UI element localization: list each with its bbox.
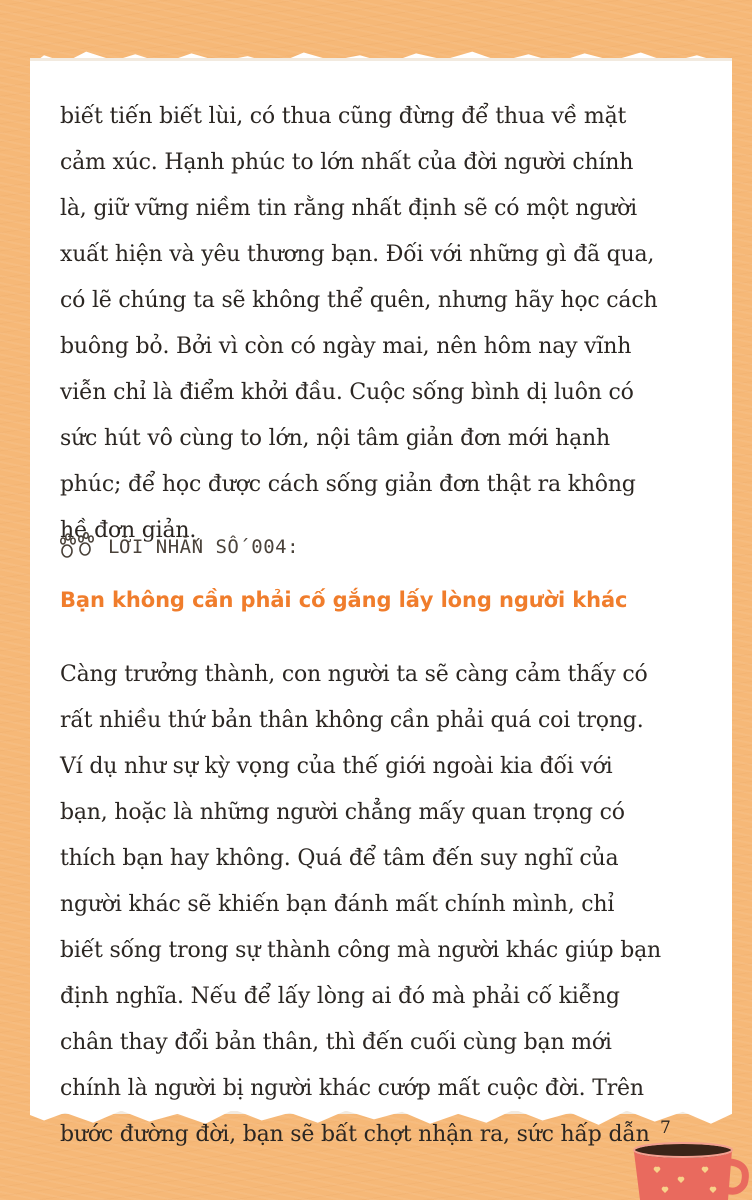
note-label: [58, 532, 299, 562]
paragraph-2: [60, 652, 696, 1158]
text-line: chân thay đổi bản thân, thì đến cuối cùng bạn mới: [60, 1030, 612, 1055]
text-line: buông bỏ. Bởi vì còn có ngày mai, nên hôm nay vĩnh: [60, 334, 632, 359]
text-line: thích bạn hay không. Quá để tâm đến suy nghĩ của: [60, 846, 619, 871]
text-line: Ví dụ như sự kỳ vọng của thế giới ngoài kia đối với: [60, 754, 613, 779]
page-number: 7: [660, 1118, 671, 1138]
text-line: rất nhiều thứ bản thân không cần phải quá coi trọng.: [60, 708, 644, 733]
text-line: hề đơn giản.: [60, 518, 197, 543]
paragraph-1: [60, 94, 696, 554]
coffee-mug-illustration: [620, 1140, 752, 1200]
text-line: bước đường đời, bạn sẽ bất chợt nhận ra, sức hấp dẫn: [60, 1122, 650, 1147]
text-line: người khác sẽ khiến bạn đánh mất chính mình, chỉ: [60, 892, 615, 917]
text-line: biết sống trong sự thành công mà người khác giúp bạn: [60, 938, 661, 963]
text-line: Càng trưởng thành, con người ta sẽ càng cảm thấy có: [60, 662, 648, 687]
text-line: bạn, hoặc là những người chẳng mấy quan trọng có: [60, 800, 625, 825]
text-line: chính là người bị người khác cướp mất cuộc đời. Trên: [60, 1076, 644, 1101]
note-label-text: LỜI NHẮN SỐ 004:: [108, 536, 300, 558]
text-line: có lẽ chúng ta sẽ không thể quên, nhưng hãy học cách: [60, 288, 658, 313]
text-line: viễn chỉ là điểm khởi đầu. Cuộc sống bình dị luôn có: [60, 380, 634, 405]
text-line: là, giữ vững niềm tin rằng nhất định sẽ có một người: [60, 196, 637, 221]
text-line: sức hút vô cùng to lớn, nội tâm giản đơn mới hạnh: [60, 426, 610, 451]
text-line: định nghĩa. Nếu để lấy lòng ai đó mà phải cố kiễng: [60, 984, 620, 1009]
text-line: biết tiến biết lùi, có thua cũng đừng để thua về mặt: [60, 104, 627, 129]
paw-print-icon: [58, 532, 96, 562]
text-line: cảm xúc. Hạnh phúc to lớn nhất của đời người chính: [60, 150, 634, 175]
section-heading: Bạn không cần phải cố gắng lấy lòng người khác: [60, 588, 628, 612]
text-line: xuất hiện và yêu thương bạn. Đối với những gì đã qua,: [60, 242, 655, 267]
text-line: phúc; để học được cách sống giản đơn thật ra không: [60, 472, 636, 497]
